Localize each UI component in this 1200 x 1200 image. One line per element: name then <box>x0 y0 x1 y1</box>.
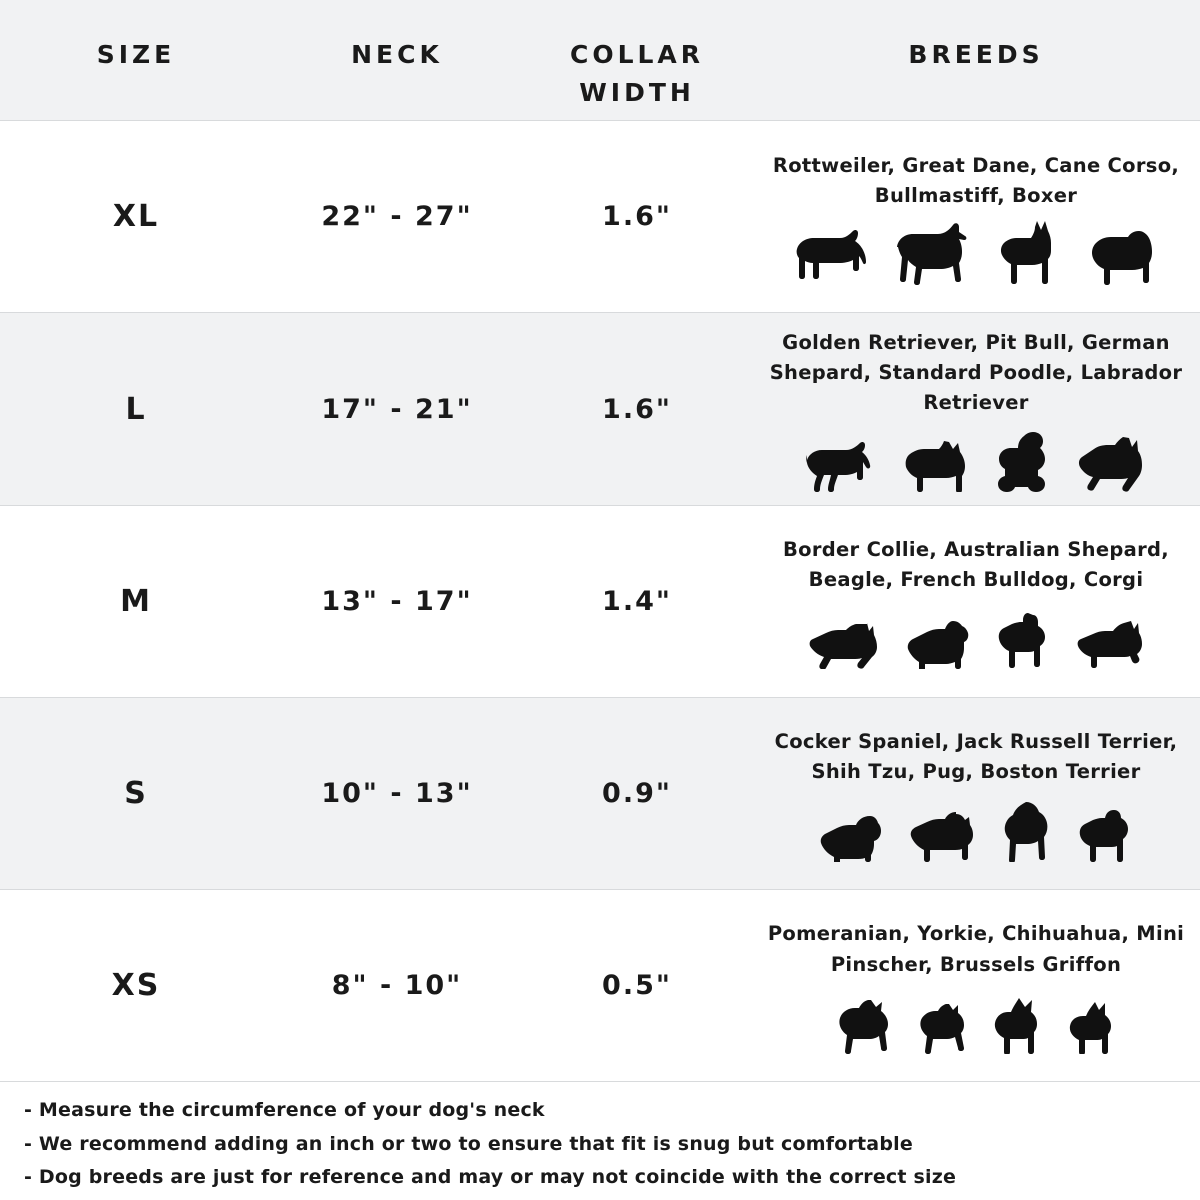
size-label: L <box>125 391 147 427</box>
breeds-list: Pomeranian, Yorkie, Chihuahua, Mini Pinscher, Brussels Griffon <box>767 922 1185 976</box>
collar-width-value: 0.5" <box>602 970 672 1002</box>
pug-silhouette <box>1074 808 1136 862</box>
neck-value: 10" - 13" <box>321 777 473 809</box>
breed-silhouettes <box>799 426 1153 492</box>
size-label: S <box>124 775 148 811</box>
cell-collar-width <box>522 313 752 504</box>
column-header-size: SIZE <box>96 40 176 69</box>
column-header-collar-width-line2: WIDTH <box>579 77 695 107</box>
poodle-silhouette <box>993 430 1055 492</box>
table-row <box>0 506 1200 698</box>
collar-width-value: 1.4" <box>602 585 672 617</box>
cell-breeds <box>752 890 1200 1081</box>
footnote-item: - Dog breeds are just for reference and may or may not coincide with the correct size <box>24 1165 957 1188</box>
cell-collar-width <box>522 506 752 697</box>
cell-breeds <box>752 698 1200 889</box>
mini-pinscher-silhouette <box>1063 1000 1121 1054</box>
breed-silhouettes <box>831 988 1121 1054</box>
footnote-item: - We recommend adding an inch or two to ensure that fit is snug but comfortable <box>24 1132 913 1155</box>
breed-silhouettes <box>805 603 1147 669</box>
cell-collar-width <box>522 890 752 1081</box>
german-shepherd-silhouette <box>1071 436 1153 492</box>
cell-breeds <box>752 313 1200 504</box>
neck-value: 17" - 21" <box>321 393 473 425</box>
cell-size <box>0 698 272 889</box>
cell-size <box>0 121 272 312</box>
cell-neck <box>272 698 522 889</box>
cell-breeds <box>752 121 1200 312</box>
column-header-neck: NECK <box>351 40 443 69</box>
table-row <box>0 313 1200 505</box>
cell-neck <box>272 121 522 312</box>
column-header-breeds: BREEDS <box>908 40 1044 69</box>
cocker-spaniel-silhouette <box>816 812 890 862</box>
neck-value: 8" - 10" <box>331 970 463 1002</box>
bullmastiff-silhouette <box>1085 223 1161 285</box>
breeds-list: Rottweiler, Great Dane, Cane Corso, Bullmastiff, Boxer <box>772 153 1180 207</box>
collar-width-value: 1.6" <box>602 201 672 233</box>
breed-silhouettes <box>816 796 1136 862</box>
cell-size <box>0 506 272 697</box>
table-header-row <box>0 0 1200 121</box>
cell-size <box>0 313 272 504</box>
footnote-item: - Measure the circumference of your dog's neck <box>24 1099 545 1122</box>
golden-retriever-silhouette <box>799 440 883 492</box>
neck-value: 22" - 27" <box>321 201 473 233</box>
rottweiler-silhouette <box>791 225 877 285</box>
chihuahua-silhouette <box>989 996 1047 1054</box>
breeds-list: Golden Retriever, Pit Bull, German Shepard, Standard Poodle, Labrador Retriever <box>769 330 1183 415</box>
breeds-list: Cocker Spaniel, Jack Russell Terrier, Shih Tzu, Pug, Boston Terrier <box>774 730 1178 784</box>
table-row <box>0 698 1200 890</box>
cell-size <box>0 890 272 1081</box>
cell-breeds <box>752 506 1200 697</box>
footnotes <box>0 1082 1200 1200</box>
table-row <box>0 121 1200 313</box>
cell-collar-width <box>522 698 752 889</box>
size-label: XS <box>111 968 161 1004</box>
french-bulldog-silhouette <box>993 613 1055 669</box>
column-header-collar-width <box>522 0 752 111</box>
shih-tzu-silhouette <box>994 800 1058 862</box>
jack-russell-terrier-silhouette <box>906 810 978 862</box>
breeds-list: Border Collie, Australian Shepard, Beagle, French Bulldog, Corgi <box>783 538 1169 592</box>
size-label: M <box>120 583 152 619</box>
cell-neck <box>272 890 522 1081</box>
table-row <box>0 890 1200 1082</box>
breed-silhouettes <box>791 219 1161 285</box>
cell-neck <box>272 506 522 697</box>
great-dane-silhouette <box>893 221 979 285</box>
column-header-collar-width-line1: COLLAR <box>569 40 705 69</box>
pit-bull-silhouette <box>899 438 977 492</box>
yorkie-silhouette <box>913 1002 973 1054</box>
border-collie-silhouette <box>805 617 885 669</box>
cane-corso-silhouette <box>995 219 1069 285</box>
corgi-silhouette <box>1071 619 1147 669</box>
beagle-silhouette <box>901 617 977 669</box>
cell-neck <box>272 313 522 504</box>
collar-width-value: 0.9" <box>602 777 672 809</box>
size-label: XL <box>112 199 160 235</box>
neck-value: 13" - 17" <box>321 585 473 617</box>
pomeranian-silhouette <box>831 998 897 1054</box>
collar-width-value: 1.6" <box>602 393 672 425</box>
cell-collar-width <box>522 121 752 312</box>
